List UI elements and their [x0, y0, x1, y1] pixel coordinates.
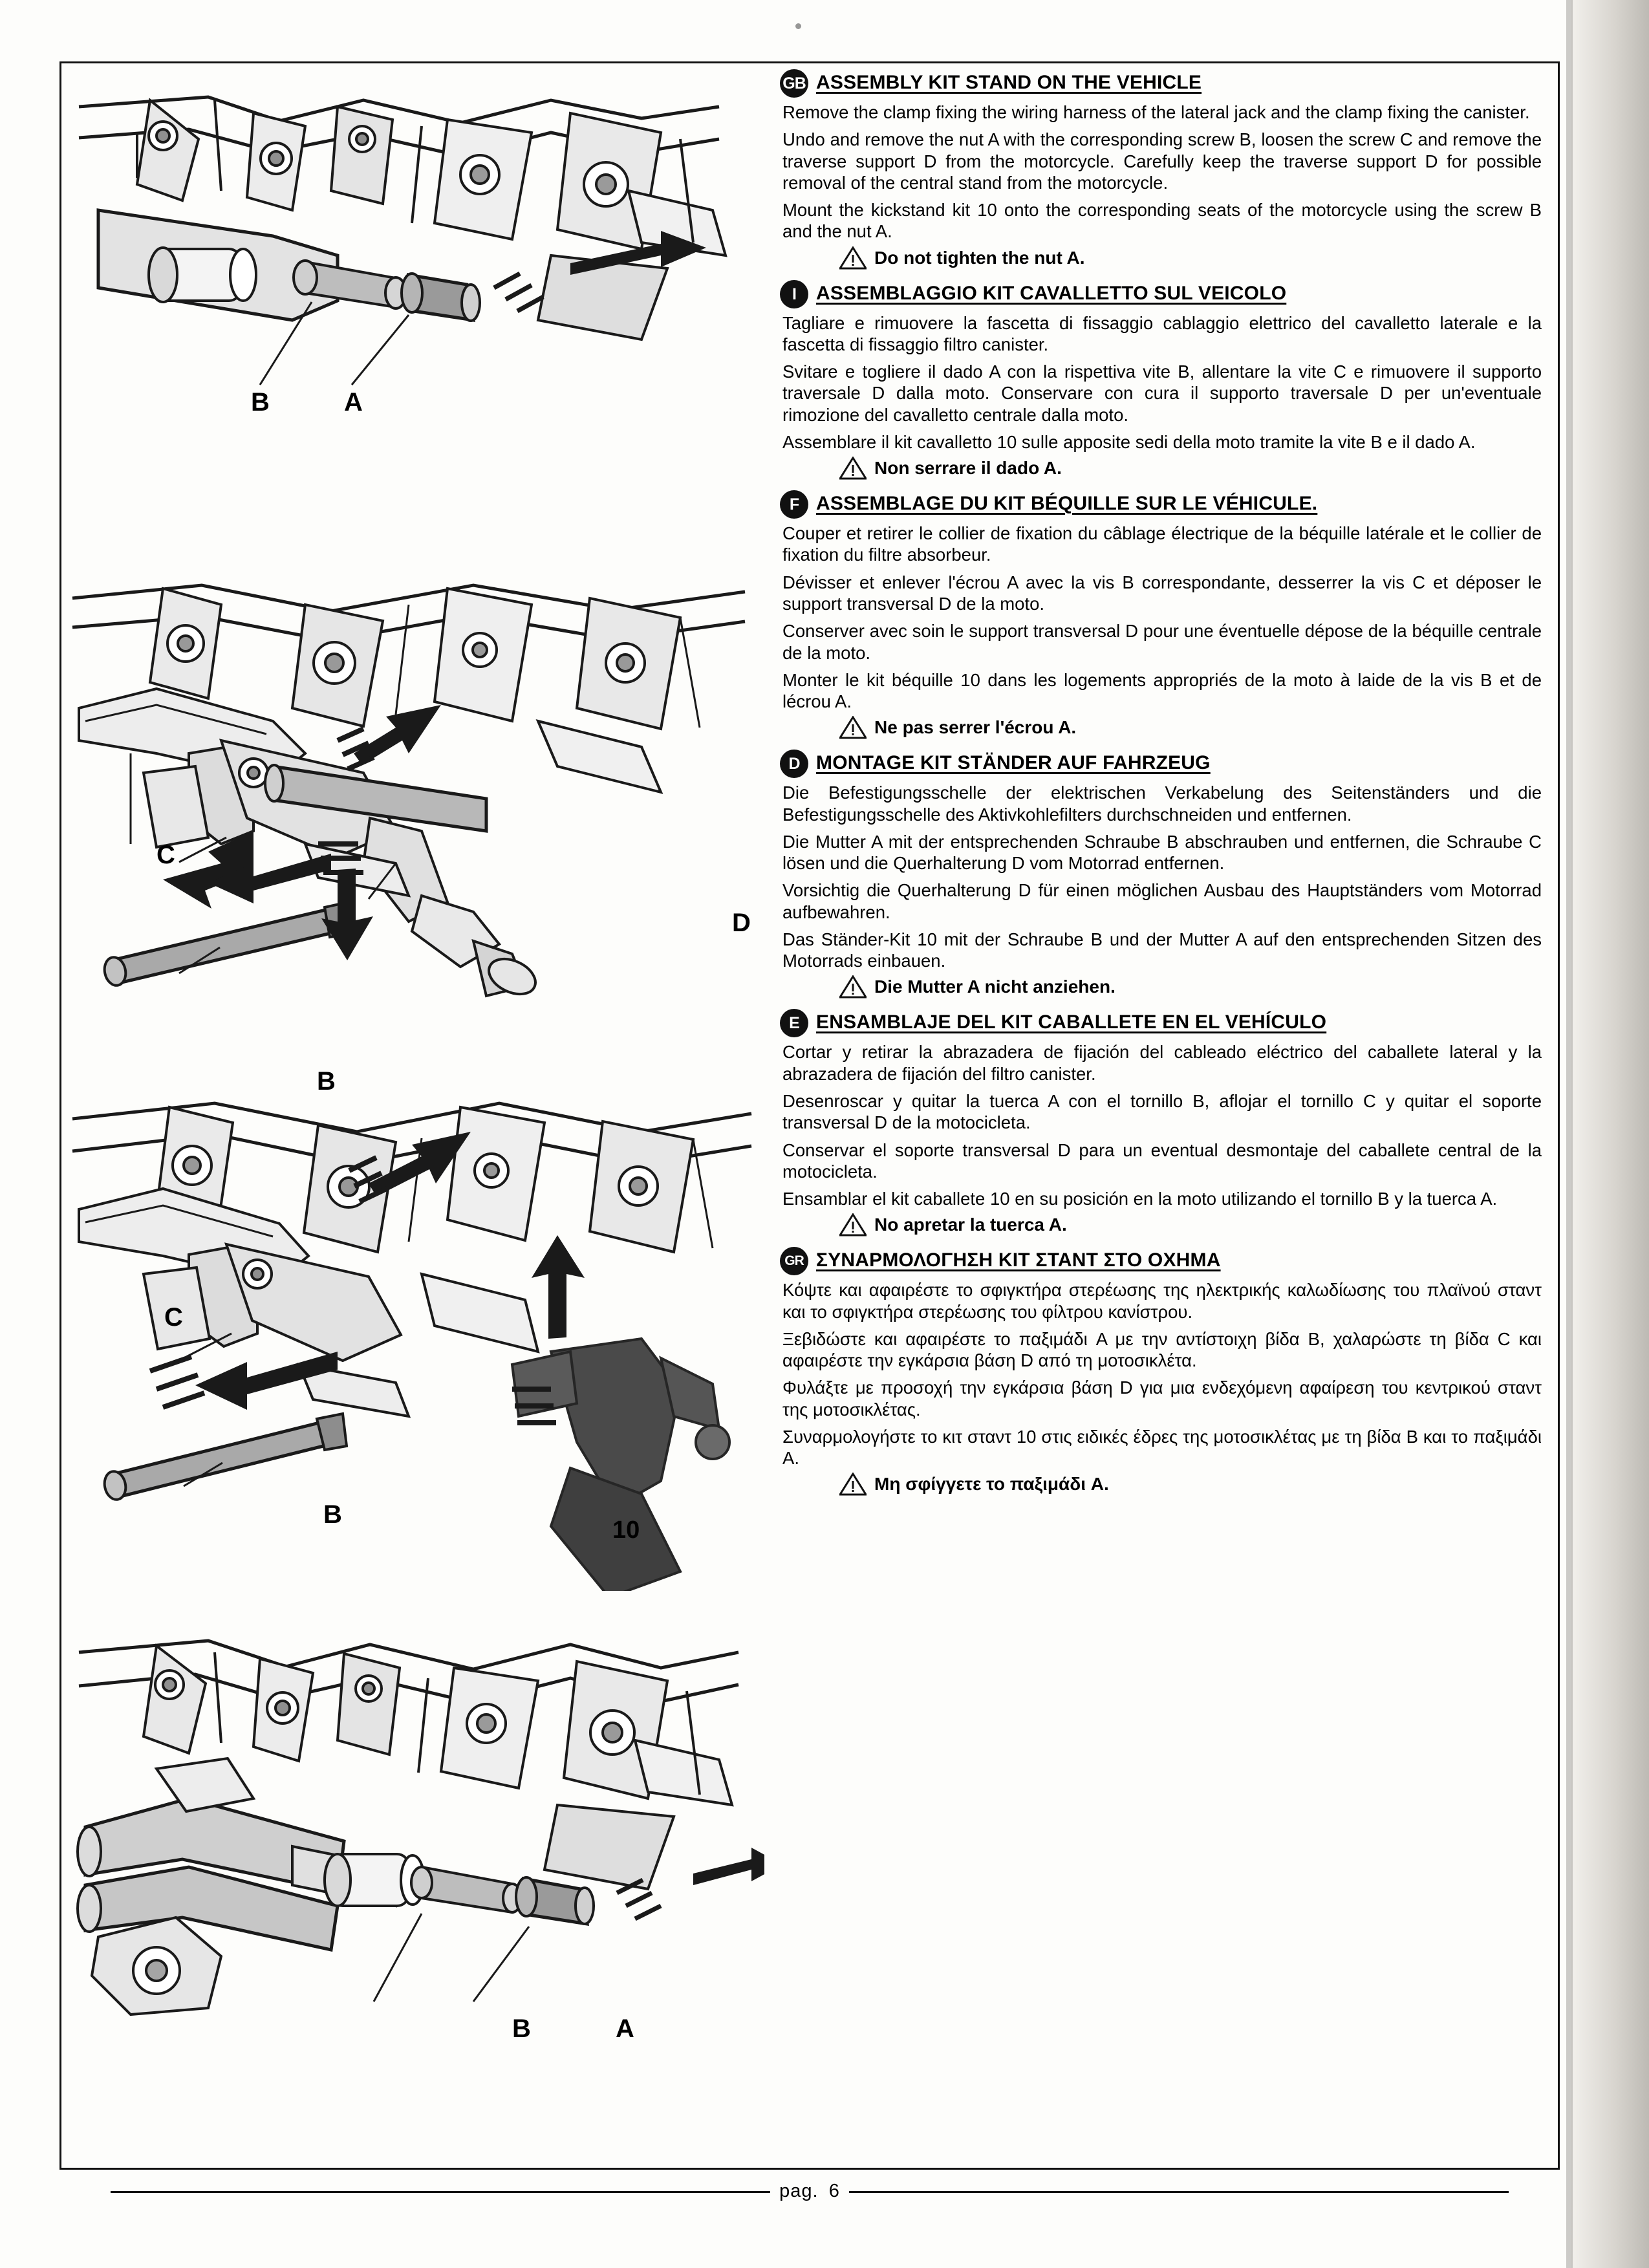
warning-text: Do not tighten the nut A.	[874, 247, 1085, 268]
paragraph: Monter le kit béquille 10 dans les logements appropriés de la moto à laide de la vis B et de lécrou A.	[782, 669, 1542, 712]
warning-text: No apretar la tuerca A.	[874, 1215, 1067, 1235]
section-es	[780, 1008, 1542, 1237]
content-columns	[59, 61, 1560, 2170]
section-title-es: ENSAMBLAJE DEL KIT CABALLETE EN EL VEHÍCULO	[816, 1011, 1327, 1033]
section-title-fr: ASSEMBLAGE DU KIT BÉQUILLE SUR LE VÉHICULE.	[816, 493, 1318, 515]
section-header-en	[780, 68, 1542, 98]
section-title-it: ASSEMBLAGGIO KIT CAVALLETTO SUL VEICOLO	[816, 282, 1287, 304]
paragraph: Ξεβιδώστε και αφαιρέστε το παξιμάδι A με την αντίστοιχη βίδα B, χαλαρώστε τη βίδα C και αφαιρέστε την εγκάρσια βάση D από τη μοτοσικλέτα.	[782, 1328, 1542, 1371]
page-footer	[59, 2181, 1560, 2202]
flag-badge-f: F	[780, 490, 808, 519]
instructions-column	[764, 61, 1560, 2170]
section-header-es	[780, 1008, 1542, 1037]
figure-4-label-A: A	[616, 2014, 634, 2043]
paragraph: Remove the clamp fixing the wiring harness of the lateral jack and the clamp fixing the canister.	[782, 102, 1530, 122]
paragraph: Συναρμολογήστε το κιτ σταντ 10 στις ειδικές έδρες της μοτοσικλέτας με τη βίδα B και το παξιμάδι A.	[782, 1426, 1542, 1469]
paragraph: Tagliare e rimuovere la fascetta di fissaggio cablaggio elettrico del cavalletto laterale e la fascetta di fissaggio filtro canister.	[782, 312, 1542, 354]
footer-rule-left	[111, 2191, 770, 2193]
paragraph: Φυλάξτε με προσοχή την εγκάρσια βάση D για μια ενδεχόμενη αφαίρεση του κεντρικού σταντ της μοτοσικλέτας.	[782, 1377, 1542, 1420]
warning-triangle-icon	[839, 1473, 867, 1496]
paragraph: Ensamblar el kit caballete 10 en su posición en la moto utilizando el tornillo B y la tuerca A.	[782, 1189, 1498, 1209]
figure-3-label-B: B	[323, 1500, 342, 1529]
warning-triangle-icon	[839, 1213, 867, 1237]
warning-text: Μη σφίγγετε το παξιμάδι A.	[874, 1474, 1109, 1495]
figure-1-label-A: A	[344, 388, 363, 416]
section-header-gr	[780, 1246, 1542, 1275]
paragraph: Cortar y retirar la abrazadera de fijación del cableado eléctrico del caballete lateral y la abrazadera de fijación del filtro canister.	[782, 1042, 1542, 1084]
warning-triangle-icon	[839, 975, 867, 999]
flag-badge-gr: GR	[780, 1247, 808, 1275]
paragraph: Κόψτε και αφαιρέστε το σφιγκτήρα στερέωσης της ηλεκτρικής καλωδίωσης του πλαϊνού σταντ και το σφιγκτήρα στερέωσης του φίλτρου κανίστρου.	[782, 1280, 1542, 1322]
figure-1-label-B: B	[251, 388, 270, 416]
paragraph: Dévisser et enlever l'écrou A avec la vis B correspondante, desserrer la vis C et déposer le support transversal D de la moto.	[782, 572, 1542, 614]
scan-speck	[795, 23, 801, 29]
flag-badge-d: D	[780, 750, 808, 778]
scan-edge-line	[1566, 0, 1573, 2268]
warning-text: Ne pas serrer l'écrou A.	[874, 717, 1077, 738]
section-gr	[780, 1246, 1542, 1496]
paragraph: Die Mutter A mit der entsprechenden Schraube B abschrauben und entfernen, die Schraube C lösen und die Querhalterung D vom Motorrad entfernen.	[782, 831, 1542, 874]
flag-badge-i: I	[780, 280, 808, 308]
figure-4-label-B: B	[512, 2014, 531, 2043]
section-en	[780, 68, 1542, 270]
paragraph: Conservar el soporte transversal D para un eventual desmontaje del caballete central de la motocicleta.	[782, 1139, 1542, 1182]
footer-label: pag.	[779, 2181, 819, 2201]
flag-badge-e: E	[780, 1009, 808, 1037]
warning-gr	[839, 1473, 1542, 1496]
warning-triangle-icon	[839, 246, 867, 270]
warning-triangle-icon	[839, 457, 867, 480]
figure-2-drawing	[59, 559, 764, 1083]
paragraph: Undo and remove the nut A with the corresponding screw B, loosen the screw C and remove the traverse support D from the motorcycle. Carefully keep the traverse support D for possible removal of the central stand from the motorcycle.	[782, 129, 1542, 193]
warning-triangle-icon	[839, 716, 867, 739]
paragraph: Die Befestigungsschelle der elektrischen Verkabelung des Seitenständers und die Befestigungsschelle des Aktivkohlefilters durchschneiden und entfernen.	[782, 783, 1542, 825]
warning-de	[839, 975, 1542, 999]
section-it	[780, 279, 1542, 481]
figure-3-label-C: C	[164, 1303, 183, 1332]
figure-1-drawing	[59, 61, 764, 566]
figure-2-label-D: D	[732, 909, 751, 937]
illustration-stack	[59, 61, 764, 2170]
warning-en	[839, 246, 1542, 270]
figure-2-label-B: B	[317, 1067, 336, 1096]
warning-it	[839, 457, 1542, 480]
figure-3-drawing	[59, 1080, 764, 1591]
paragraph: Conserver avec soin le support transversal D pour une éventuelle dépose de la béquille centrale de la moto.	[782, 621, 1542, 663]
figure-4-drawing	[59, 1614, 764, 2144]
warning-text: Die Mutter A nicht anziehen.	[874, 977, 1116, 997]
footer-page-number: 6	[828, 2181, 840, 2201]
warning-es	[839, 1213, 1542, 1237]
section-header-fr	[780, 489, 1542, 519]
paragraph: Vorsichtig die Querhalterung D für einen möglichen Ausbau des Hauptständers vom Motorrad aufbewahren.	[782, 880, 1542, 922]
flag-badge-gb: GB	[780, 69, 808, 98]
section-header-it	[780, 279, 1542, 308]
paragraph: Das Ständer-Kit 10 mit der Schraube B und der Mutter A auf den entsprechenden Sitzen des Motorrads einbauen.	[782, 929, 1542, 971]
figure-3-label-10: 10	[612, 1517, 640, 1544]
footer-rule-right	[849, 2191, 1509, 2193]
section-header-de	[780, 748, 1542, 778]
section-title-de: MONTAGE KIT STÄNDER AUF FAHRZEUG	[816, 752, 1211, 774]
section-title-gr: ΣΥΝΑΡΜΟΛΟΓΗΣΗ ΚΙΤ ΣΤΑΝΤ ΣΤΟ ΟΧΗΜΑ	[816, 1249, 1221, 1271]
illustration-column	[59, 61, 764, 2170]
figure-2-label-C: C	[156, 841, 175, 869]
section-de	[780, 748, 1542, 999]
section-fr	[780, 489, 1542, 739]
paragraph: Mount the kickstand kit 10 onto the corresponding seats of the motorcycle using the screw B and the nut A.	[782, 200, 1542, 242]
warning-text: Non serrare il dado A.	[874, 458, 1062, 479]
paragraph: Desenroscar y quitar la tuerca A con el tornillo B, aflojar el tornillo C y quitar el soporte transversal D de la motocicleta.	[782, 1090, 1542, 1133]
paragraph: Assemblare il kit cavalletto 10 sulle apposite sedi della moto tramite la vite B e il dado A.	[782, 431, 1476, 452]
paragraph: Couper et retirer le collier de fixation du câblage électrique de la béquille latérale et le collier de fixation du filtre absorbeur.	[782, 523, 1542, 565]
scan-edge-shadow	[1571, 0, 1649, 2268]
paragraph: Svitare e togliere il dado A con la rispettiva vite B, allentare la vite C e rimuovere il supporto traversale D dalla moto. Conservare con cura il supporto traversale D per un'eventuale rimozione del cavalletto centrale dalla moto.	[782, 362, 1542, 425]
warning-fr	[839, 716, 1542, 739]
section-title-en: ASSEMBLY KIT STAND ON THE VEHICLE	[816, 72, 1202, 93]
